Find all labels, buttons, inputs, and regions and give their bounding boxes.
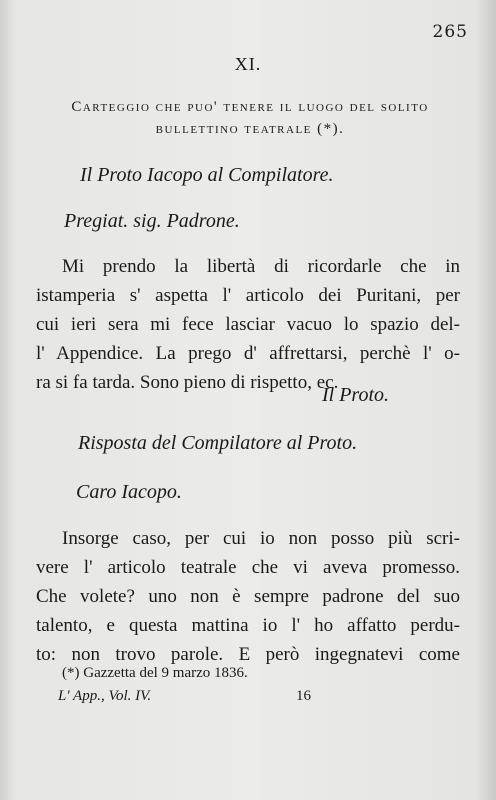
section-heading (40, 96, 460, 140)
heading-line-2: bullettino teatrale (*). (155, 121, 345, 137)
text-line: cui ieri sera mi fece lasciar vacuo lo spazio del- (36, 314, 460, 335)
text-line: istamperia s' aspetta l' articolo dei Puritani, per (36, 285, 460, 306)
chapter-number: XI. (234, 54, 262, 74)
text-line: Mi prendo la libertà di ricordarle che in (62, 256, 460, 277)
salutation: Pregiat. sig. Padrone. (64, 210, 240, 232)
footnote: (*) Gazzetta del 9 marzo 1836. (62, 665, 248, 681)
text-line: vere l' articolo teatrale che vi aveva promesso. (36, 557, 460, 578)
text-line: l' Appendice. La prego d' affrettarsi, perchè l' o- (36, 343, 460, 364)
text-line: ra si fa tarda. Sono pieno di rispetto, ec. (36, 372, 339, 393)
signature-number: 16 (296, 688, 311, 704)
signature-mark: L' App., Vol. IV. (58, 688, 152, 704)
page-number: 265 (432, 22, 468, 42)
letter-title: Il Proto Iacopo al Compilatore. (80, 164, 334, 186)
text-line: to: non trovo parole. E però ingegnatevi come (36, 644, 460, 665)
text-line: Che volete? uno non è sempre padrone del suo (36, 586, 460, 607)
heading-line-1: Carteggio che puo' tenere il luogo del solito (71, 99, 429, 115)
reply-title: Risposta del Compilatore al Proto. (78, 432, 358, 454)
text-line: talento, e questa mattina io l' ho affatto perdu- (36, 615, 460, 636)
salutation: Caro Iacopo. (76, 481, 182, 503)
signature: Il Proto. (322, 384, 390, 406)
text-line: Insorge caso, per cui io non posso più scri- (62, 528, 460, 549)
